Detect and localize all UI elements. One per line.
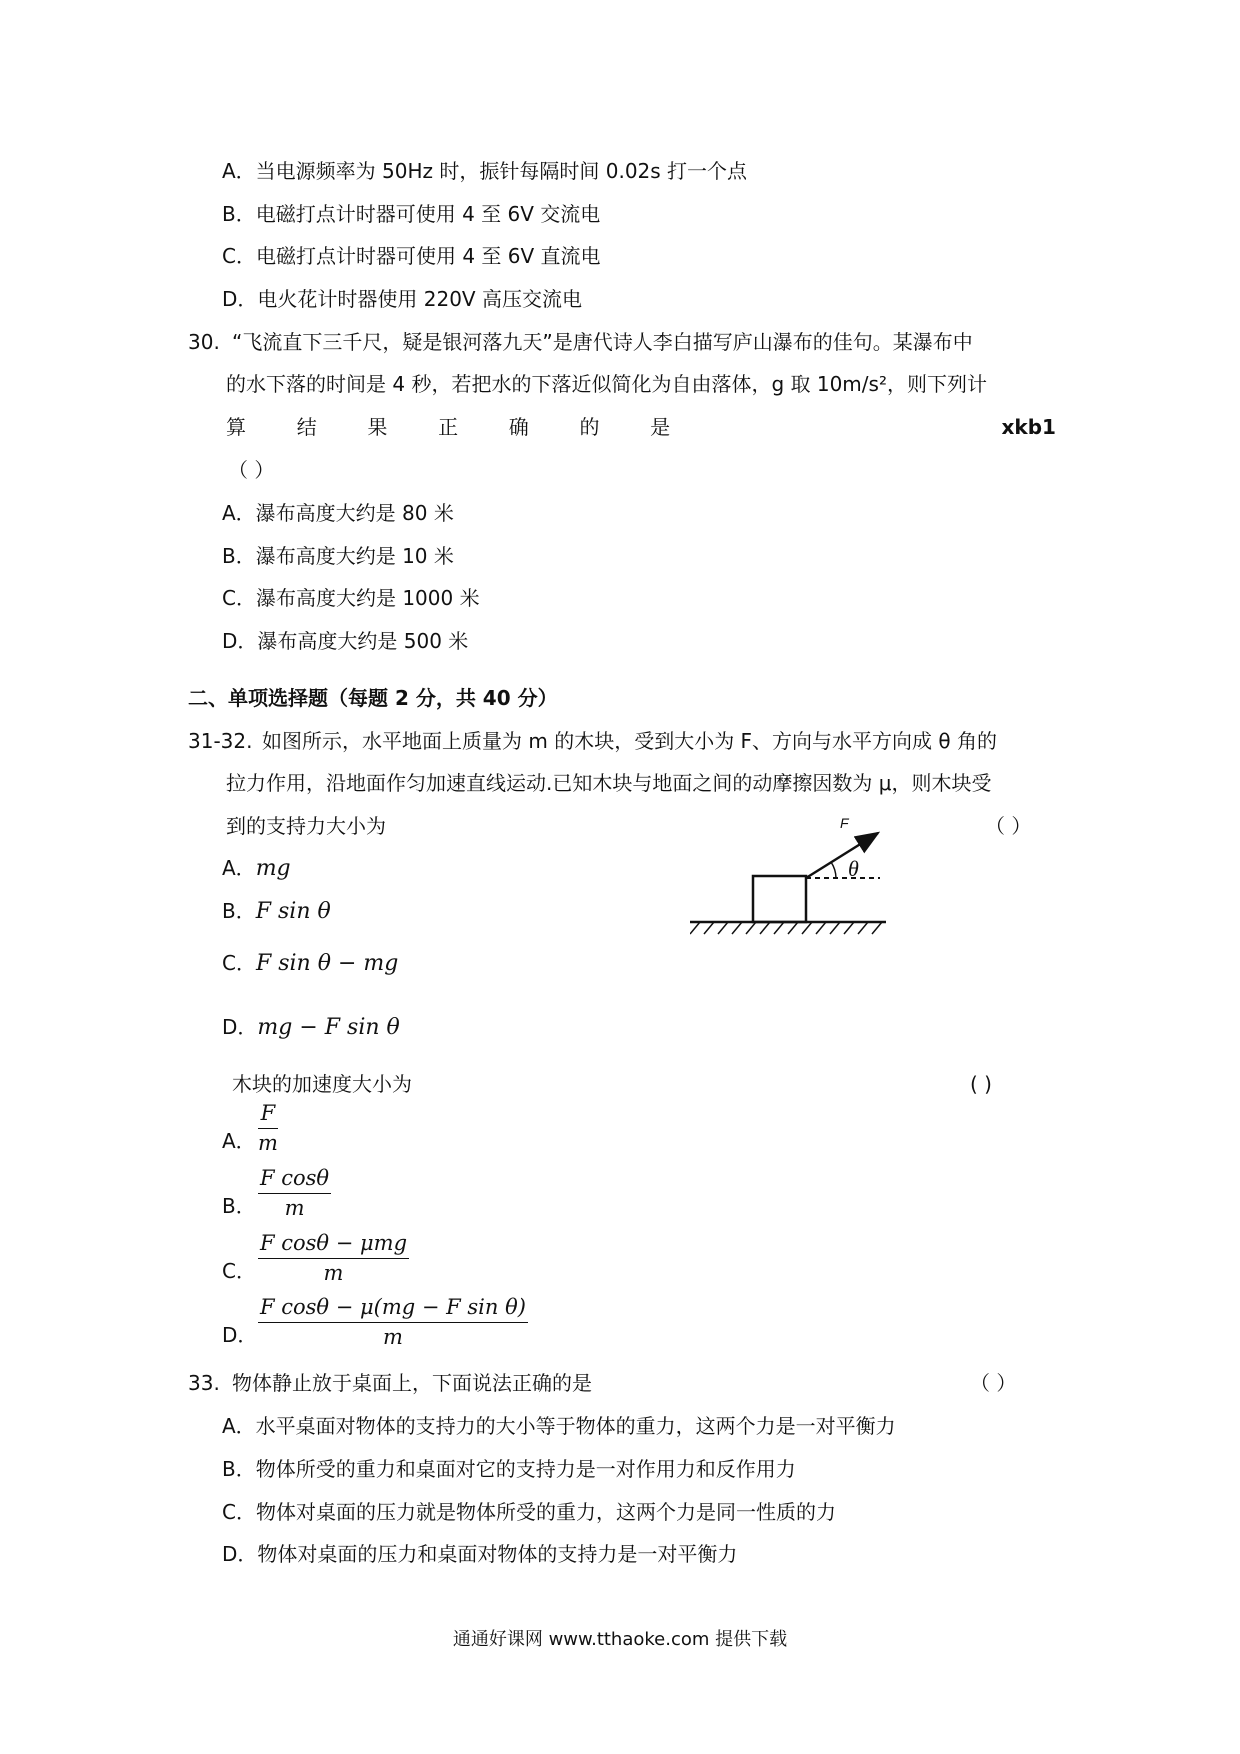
option-expr: mg − F sin θ — [257, 1015, 400, 1040]
q33-option-a: A．水平桌面对物体的支持力的大小等于物体的重力，这两个力是一对平衡力 — [222, 1414, 896, 1438]
q30-stem-line3 — [226, 414, 1056, 440]
section-heading: 二、单项选择题（每题 2 分，共 40 分） — [188, 686, 558, 710]
q31-stem-line2: 拉力作用，沿地面作匀加速直线运动.已知木块与地面之间的动摩擦因数为 μ，则木块受 — [226, 771, 992, 795]
q32-option-a-fraction — [258, 1100, 278, 1157]
q30-char: 是 — [650, 415, 671, 439]
q31-option-c — [222, 950, 398, 977]
q32-option-c-label: C． — [222, 1259, 256, 1283]
q30-char: 正 — [438, 415, 459, 439]
q33-option-c: C．物体对桌面的压力就是物体所受的重力，这两个力是同一性质的力 — [222, 1500, 836, 1524]
option-expr: mg — [255, 856, 291, 881]
q30-option-d: D．瀑布高度大约是 500 米 — [222, 629, 469, 653]
option-label: C． — [222, 951, 256, 975]
option-label: A． — [222, 856, 256, 880]
q32-stem: 木块的加速度大小为 — [232, 1072, 412, 1096]
q29-option-a: A．当电源频率为 50Hz 时，振针每隔时间 0.02s 打一个点 — [222, 159, 748, 183]
q30-char: 结 — [296, 415, 317, 439]
q32-option-c-fraction — [258, 1230, 409, 1287]
option-label: B． — [222, 899, 256, 923]
q33-answer-paren: （ ） — [970, 1371, 1017, 1395]
angle-label: θ — [848, 856, 859, 881]
q30-stem-line1: “飞流直下三千尺，疑是银河落九天”是唐代诗人李白描写庐山瀑布的佳句。某瀑布中 — [232, 330, 973, 354]
denominator: m — [323, 1261, 344, 1285]
option-expr: F sin θ − mg — [255, 951, 399, 976]
numerator: F cosθ — [258, 1165, 331, 1194]
q30-option-a: A．瀑布高度大约是 80 米 — [222, 501, 454, 525]
q32-option-b-label: B． — [222, 1194, 256, 1218]
q29-option-d: D．电火花计时器使用 220V 高压交流电 — [222, 287, 582, 311]
q29-option-b: B．电磁打点计时器可使用 4 至 6V 交流电 — [222, 202, 601, 226]
wooden-block — [753, 876, 806, 922]
q30-char: 果 — [367, 415, 388, 439]
q31-answer-paren: （ ） — [985, 814, 1032, 838]
force-arrow — [806, 833, 878, 878]
q30-option-c: C．瀑布高度大约是 1000 米 — [222, 586, 480, 610]
q30-char: 确 — [508, 415, 529, 439]
watermark-text: xkb1 — [1001, 415, 1056, 439]
block-force-diagram — [690, 800, 900, 950]
q29-option-c: C．电磁打点计时器可使用 4 至 6V 直流电 — [222, 244, 601, 268]
denominator: m — [258, 1131, 278, 1155]
q32-option-b-fraction — [258, 1165, 331, 1222]
q30-char: 算 — [226, 415, 246, 439]
ground-hatching — [690, 922, 882, 934]
denominator: m — [284, 1196, 305, 1220]
numerator: F — [258, 1100, 278, 1129]
q33-option-d: D．物体对桌面的压力和桌面对物体的支持力是一对平衡力 — [222, 1542, 738, 1566]
q32-answer-paren: ( ) — [970, 1072, 992, 1096]
q30-option-b: B．瀑布高度大约是 10 米 — [222, 544, 454, 568]
q31-option-a — [222, 855, 291, 882]
q30-char: 的 — [579, 415, 600, 439]
numerator: F cosθ − μ(mg − F sin θ) — [258, 1294, 528, 1323]
page-footer: 通通好课网 www.tthaoke.com 提供下载 — [452, 1629, 788, 1650]
q31-number: 31-32. — [188, 729, 253, 753]
denominator: m — [383, 1325, 403, 1349]
angle-arc — [831, 862, 836, 878]
q32-option-d-fraction — [258, 1294, 528, 1351]
q33-option-b: B．物体所受的重力和桌面对它的支持力是一对作用力和反作用力 — [222, 1457, 796, 1481]
q30-number: 30. — [188, 330, 220, 354]
option-expr: F sin θ — [255, 899, 331, 924]
force-label: F — [840, 815, 849, 831]
q30-stem-line2: 的水下落的时间是 4 秒，若把水的下落近似简化为自由落体，g 取 10m/s²，则下列计 — [226, 372, 987, 396]
q31-stem-line1: 如图所示，水平地面上质量为 m 的木块，受到大小为 F、方向与水平方向成 θ 角的 — [262, 729, 998, 753]
q32-option-d-label: D． — [222, 1323, 258, 1347]
q31-option-d — [222, 1014, 400, 1041]
q33-number: 33. — [188, 1371, 220, 1395]
numerator: F cosθ − μmg — [258, 1230, 409, 1259]
q33-stem: 物体静止放于桌面上，下面说法正确的是 — [232, 1371, 592, 1395]
q31-option-b — [222, 898, 331, 925]
option-label: D． — [222, 1015, 258, 1039]
q32-option-a-label: A． — [222, 1129, 256, 1153]
q30-answer-paren: （ ） — [228, 458, 275, 482]
q31-stem-line3: 到的支持力大小为 — [226, 814, 386, 838]
